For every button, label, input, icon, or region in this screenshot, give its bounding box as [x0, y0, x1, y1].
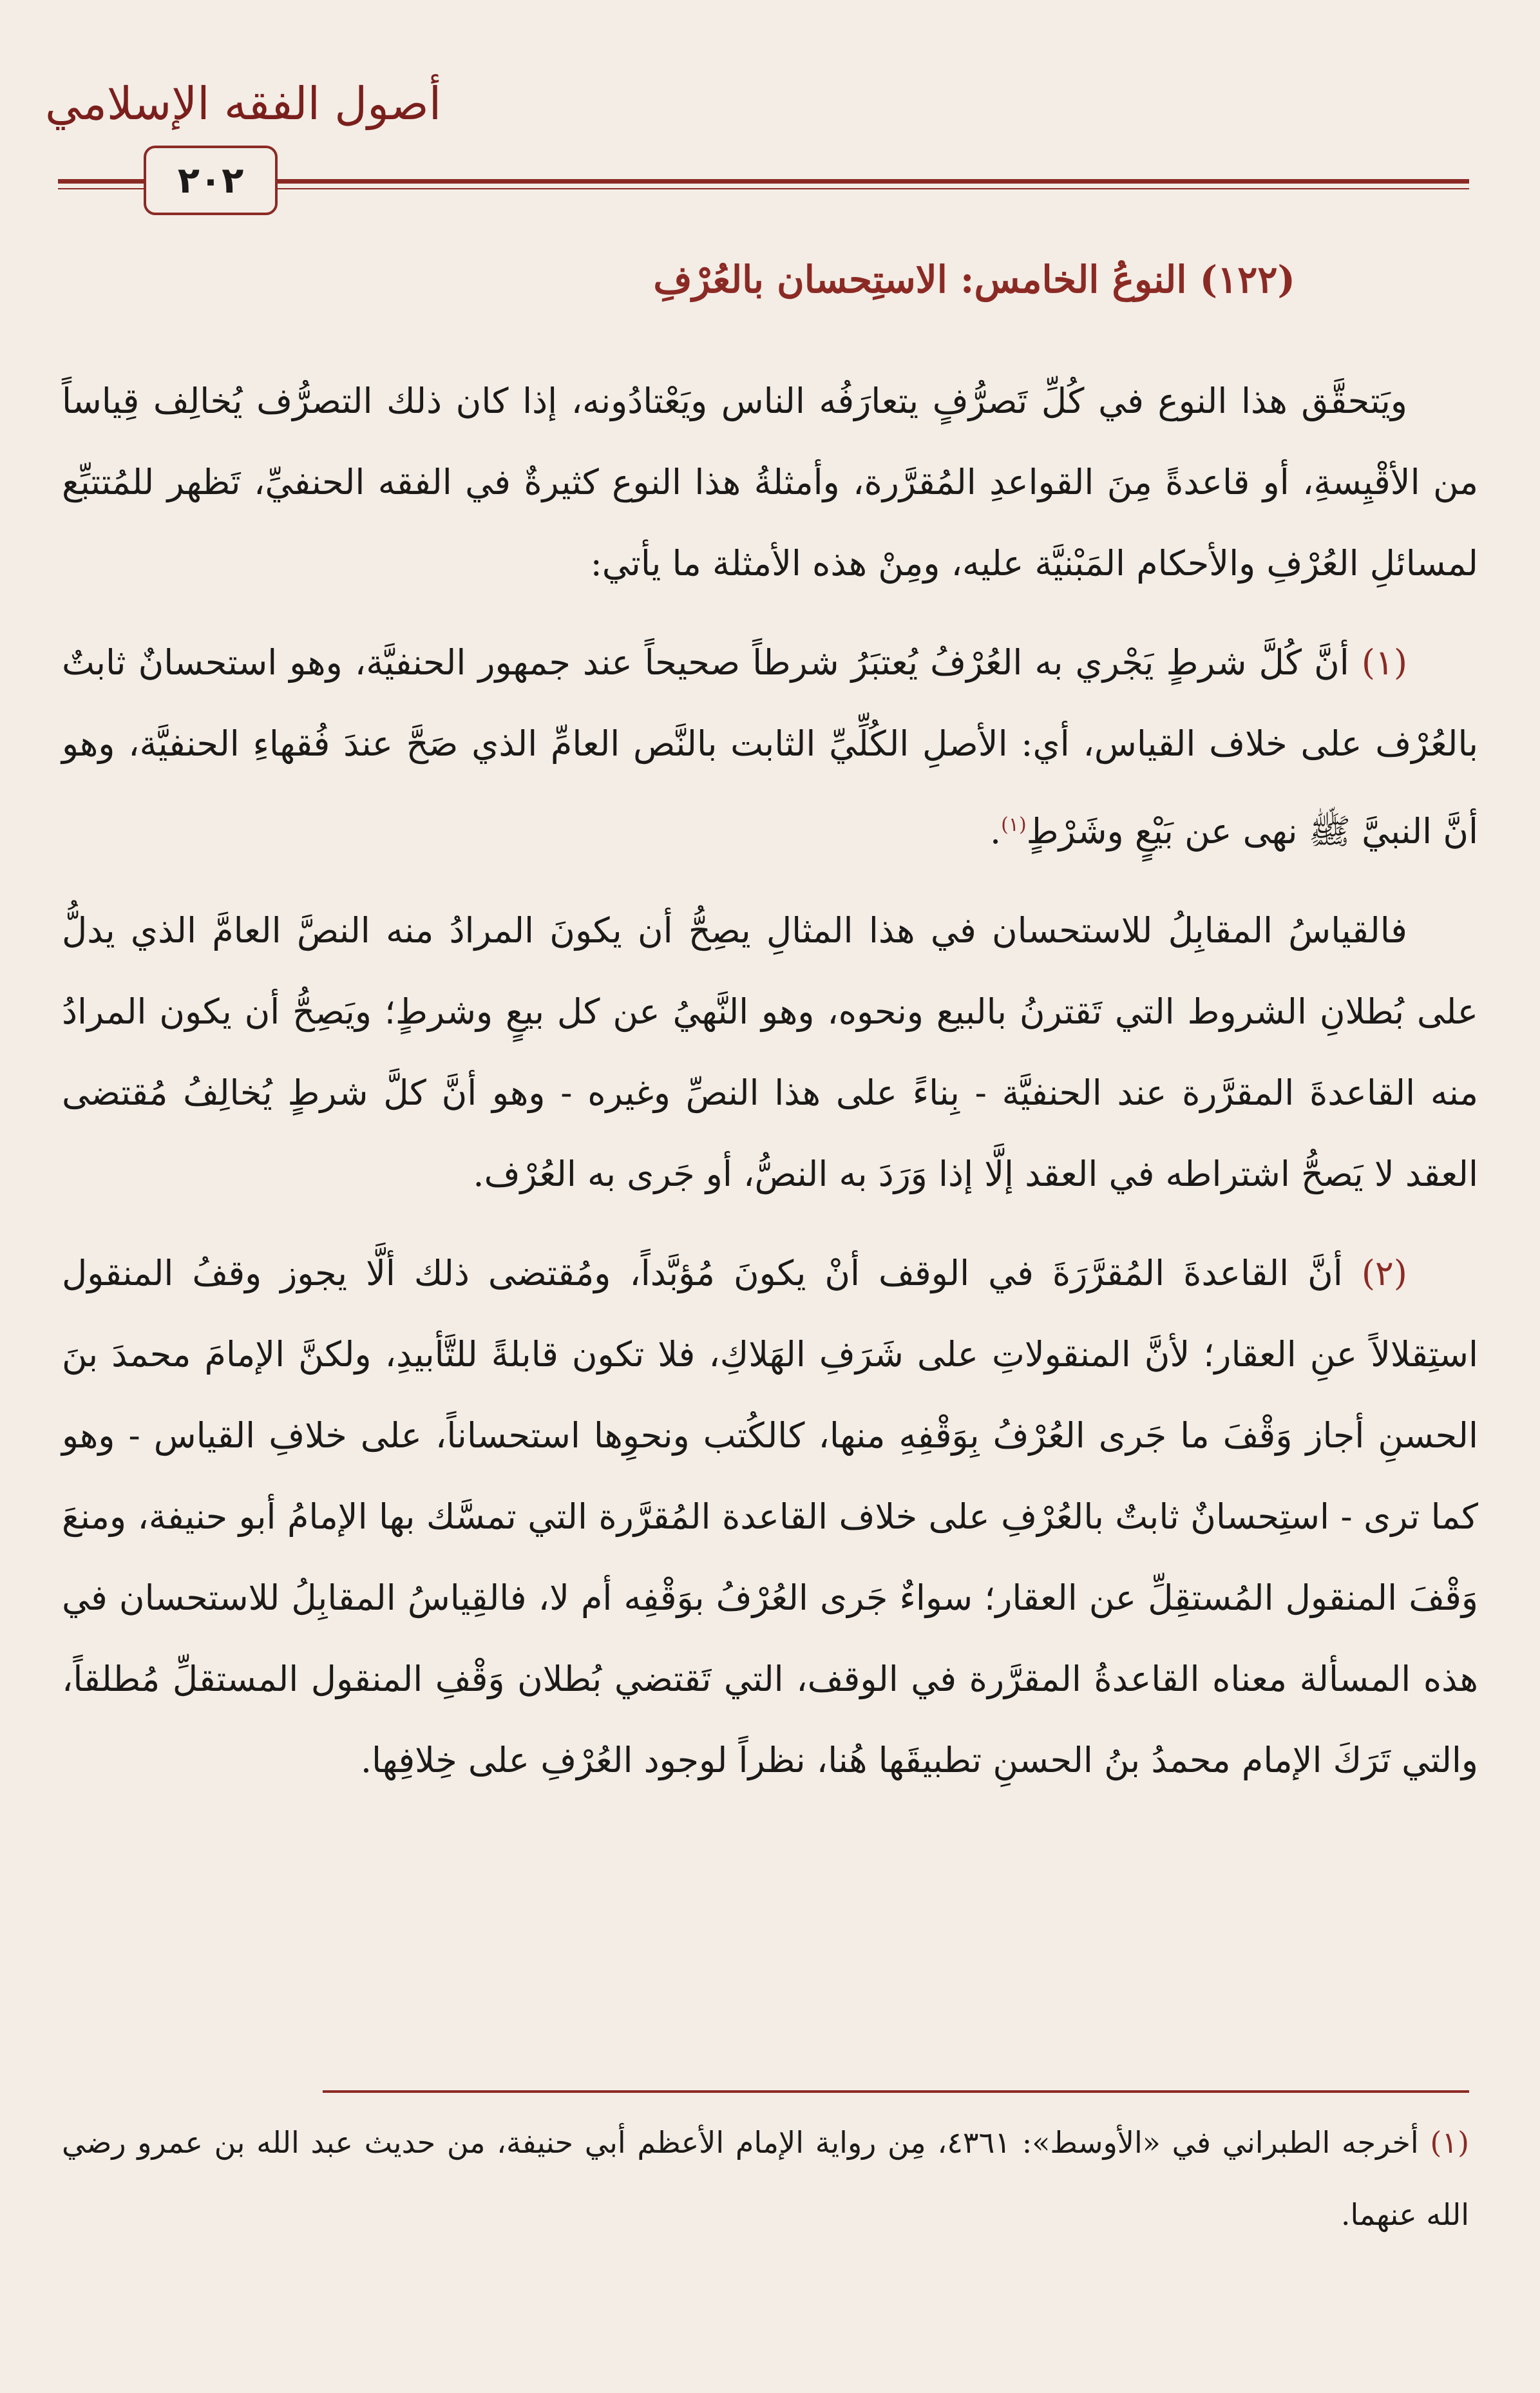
paragraph-analysis	[62, 890, 1478, 1215]
body-text	[62, 361, 1478, 1819]
paragraph-text: أنَّ القاعدةَ المُقرَّرَةَ في الوقف أنْ يكونَ مُؤبَّداً، ومُقتضى ذلك ألَّا يجوز وقفُ المنقول استِقلالاً عنِ العقار؛ لأنَّ المنقولاتِ على شَرَفِ الهَلاكِ، فلا تكون قابلةً للتَّأبيدِ، ولكنَّ الإمامَ محمدَ بنَ الحسنِ أجاز وَقْفَ ما جَرى العُرْفُ بِوَقْفِهِ منها، كالكُتب ونحوِها استحساناً، على خلافِ القياس - وهو كما ترى - استِحسانٌ ثابتٌ بالعُرْفِ على خلاف القاعدة المُقرَّرة التي تمسَّك بها الإمامُ أبو حنيفة، ومنعَ وَقْفَ المنقول المُستقِلِّ عن العقار؛ سواءٌ جَرى العُرْفُ بوَقْفِه أم لا، فالقِياسُ المقابِلُ للاستحسان في هذه المسألة معناه القاعدةُ المقرَّرة في الوقف، التي تَقتضي بُطلان وَقْفِ المنقول المستقلِّ مُطلقاً، والتي تَرَكَ الإمام محمدُ بنُ الحسنِ تطبيقَها هُنا، نظراً لوجود العُرْفِ على خِلافِها.	[62, 1253, 1478, 1780]
paragraph-example-2	[62, 1233, 1478, 1801]
example-number: (٢)	[1361, 1253, 1407, 1293]
footnote-number: (١)	[1430, 2125, 1470, 2160]
paragraph-example-1: (١) أنَّ كُلَّ شرطٍ يَجْري به العُرْفُ يُعتبَرُ شرطاً صحيحاً عند جمهور الحنفيَّة، وهو استحسانٌ ثابتٌ بالعُرْف على خلاف القياس، أي: الأصلِ الكُلِّيِّ الثابت بالنَّص العامِّ الذي صَحَّ عندَ فُقهاءِ الحنفيَّة، وهو أنَّ النبيَّ ﷺ نهى عن بَيْعٍ وشَرْطٍ$^{(١)}$.	[62, 642, 1478, 852]
footnote-divider	[323, 2090, 1469, 2093]
paragraph-text: ويَتحقَّق هذا النوع في كُلِّ تَصرُّفٍ يتعارَفُه الناس ويَعْتادُونه، إذا كان ذلك التصرُّف يُخالِف قِياساً من الأقْيِسةِ، أو قاعدةً مِنَ القواعدِ المُقرَّرة، وأمثلةُ هذا النوع كثيرةٌ في الفقه الحنفيِّ، تَظهر للمُتتبِّع لمسائلِ العُرْفِ والأحكام المَبْنيَّة عليه، ومِنْ هذه الأمثلة ما يأتي:	[62, 381, 1478, 584]
section-heading: (١٢٢) النوعُ الخامس: الاستِحسان بالعُرْفِ	[653, 258, 1295, 301]
footnote-marker[interactable]: (١)	[1001, 814, 1027, 836]
paragraph-text: أنَّ كُلَّ شرطٍ يَجْري به العُرْفُ يُعتبَرُ شرطاً صحيحاً عند جمهور الحنفيَّة، وهو استحسانٌ ثابتٌ بالعُرْف على خلاف القياس، أي: الأصلِ الكُلِّيِّ الثابت بالنَّص العامِّ الذي صَحَّ عندَ فُقهاءِ الحنفيَّة، وهو أنَّ النبيَّ ﷺ نهى عن بَيْعٍ وشَرْطٍ	[62, 642, 1478, 852]
paragraph-text: فالقياسُ المقابِلُ للاستحسان في هذا المثالِ يصِحُّ أن يكونَ المرادُ منه النصَّ العامَّ الذي يدلُّ على بُطلانِ الشروط التي تَقترنُ بالبيع ونحوه، وهو النَّهيُ عن كل بيعٍ وشرطٍ؛ ويَصِحُّ أن يكون المرادُ منه القاعدةَ المقرَّرة عند الحنفيَّة - بِناءً على هذا النصِّ وغيره - وهو أنَّ كلَّ شرطٍ يُخالِفُ مُقتضى العقد لا يَصحُّ اشتراطه في العقد إلَّا إذا وَرَدَ به النصُّ، أو جَرى به العُرْف.	[62, 910, 1478, 1194]
page-number: ٢٠٢	[144, 146, 278, 215]
running-title: أصول الفقه الإسلامي	[45, 77, 442, 130]
footnote	[62, 2106, 1469, 2251]
example-number: (١)	[1361, 642, 1408, 683]
footnote-text: أخرجه الطبراني في «الأوسط»: ٤٣٦١، مِن رواية الإمام الأعظم أبي حنيفة، من حديث عبد الله بن عمرو رضي الله عنهما.	[62, 2125, 1469, 2232]
paragraph-intro	[62, 361, 1478, 604]
